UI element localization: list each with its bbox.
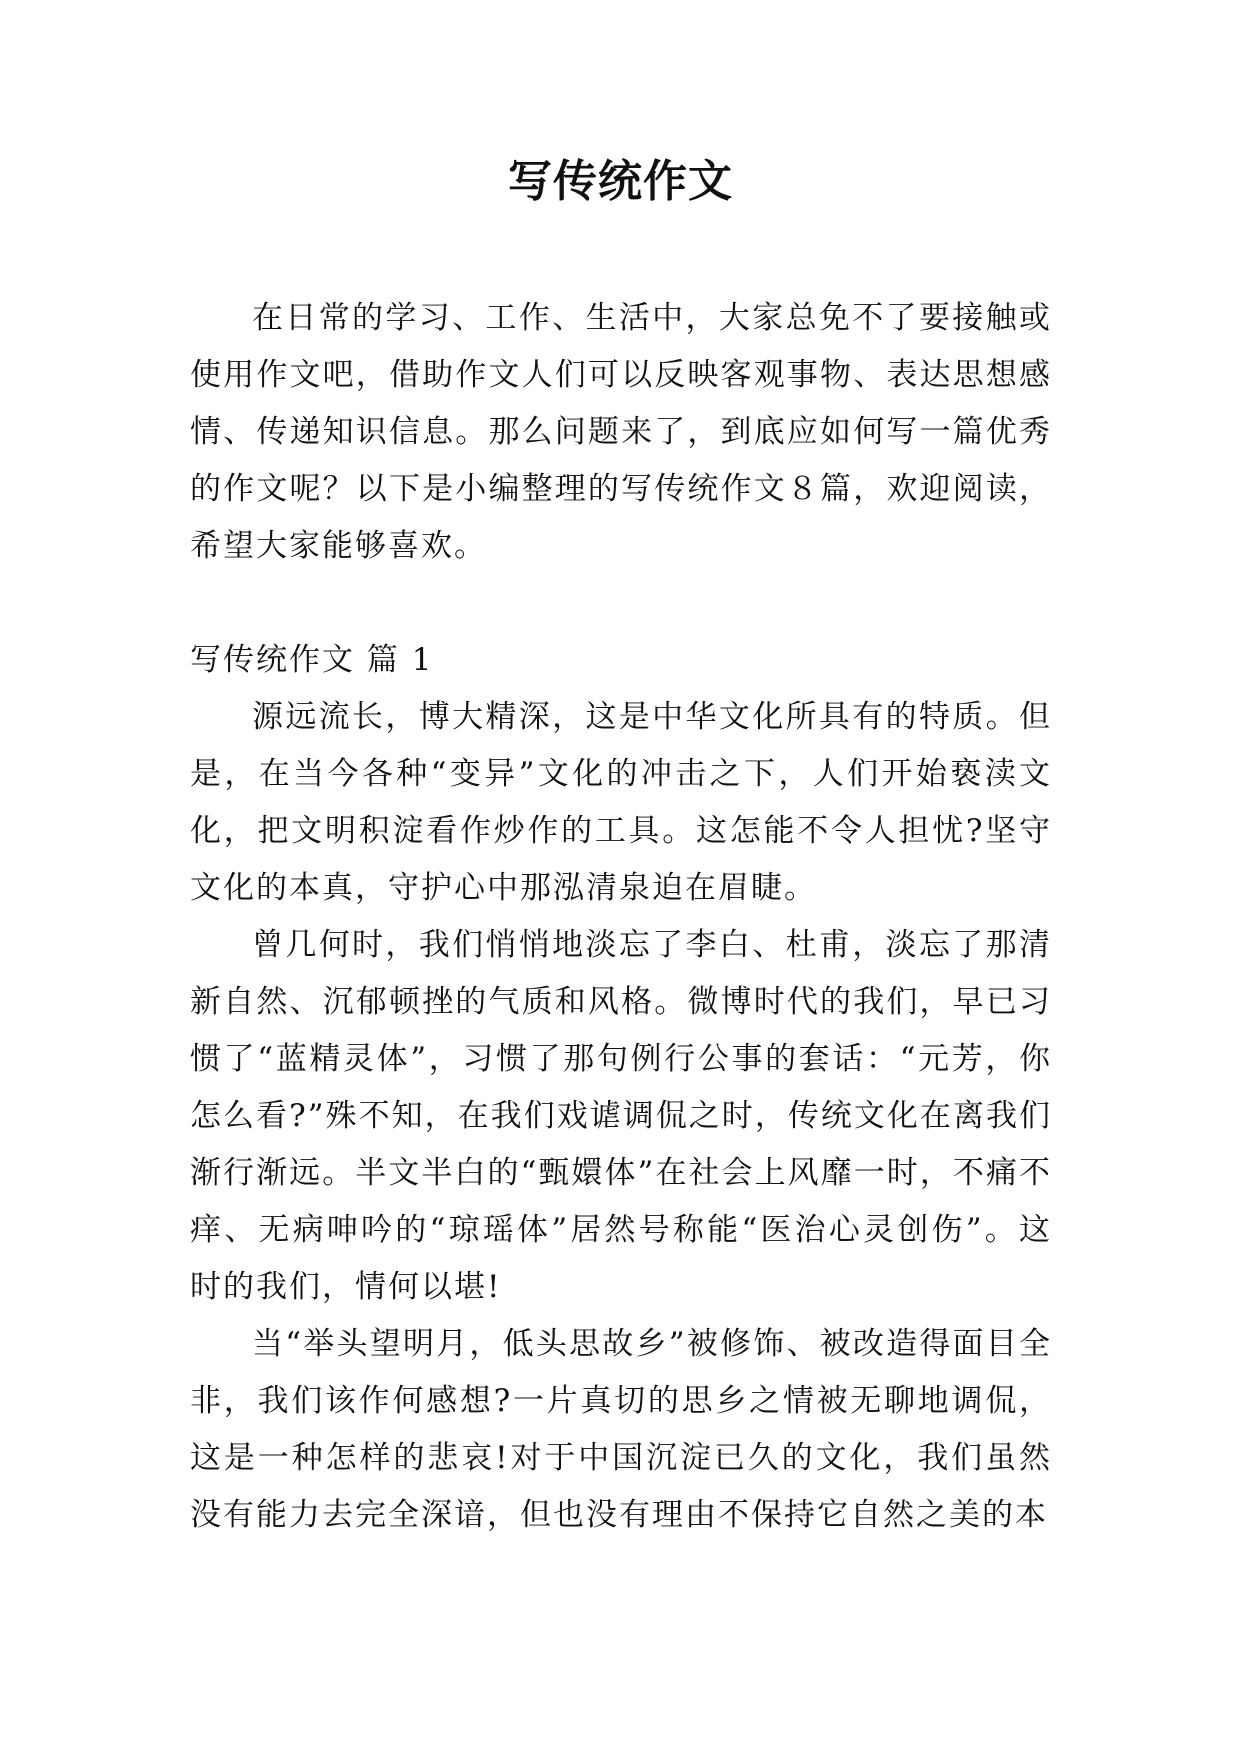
document-body (190, 290, 1052, 1544)
section-heading: 写传统作文 篇 1 (190, 642, 434, 678)
body-paragraph-1: 源远流长，博大精深，这是中华文化所具有的特质。但是，在当今各种“变异”文化的冲击之下，人们开始亵渎文化，把文明积淀看作炒作的工具。这怎能不令人担忧?坚守文化的本真，守护心中那泓清泉迫在眉睫。 (190, 699, 1052, 906)
intro-paragraph: 在日常的学习、工作、生活中，大家总免不了要接触或使用作文吧，借助作文人们可以反映客观事物、表达思想感情、传递知识信息。那么问题来了，到底应如何写一篇优秀的作文呢？以下是小编整理的写传统作文８篇，欢迎阅读，希望大家能够喜欢。 (190, 300, 1052, 564)
document-title: 写传统作文 (508, 156, 733, 207)
body-paragraph-3: 当“举头望明月，低头思故乡”被修饰、被改造得面目全非，我们该作何感想?一片真切的思乡之情被无聊地调侃，这是一种怎样的悲哀!对于中国沉淀已久的文化，我们虽然没有能力去完全深谙，但也没有理由不保持它自然之美的本 (190, 1326, 1052, 1533)
body-paragraph-2: 曾几何时，我们悄悄地淡忘了李白、杜甫，淡忘了那清新自然、沉郁顿挫的气质和风格。微博时代的我们，早已习惯了“蓝精灵体”，习惯了那句例行公事的套话：“元芳，你怎么看?”殊不知，在我们戏谑调侃之时，传统文化在离我们渐行渐远。半文半白的“甄嬛体”在社会上风靡一时，不痛不痒、无病呻吟的“琼瑶体”居然号称能“医治心灵创伤”。这时的我们，情何以堪! (190, 927, 1052, 1305)
